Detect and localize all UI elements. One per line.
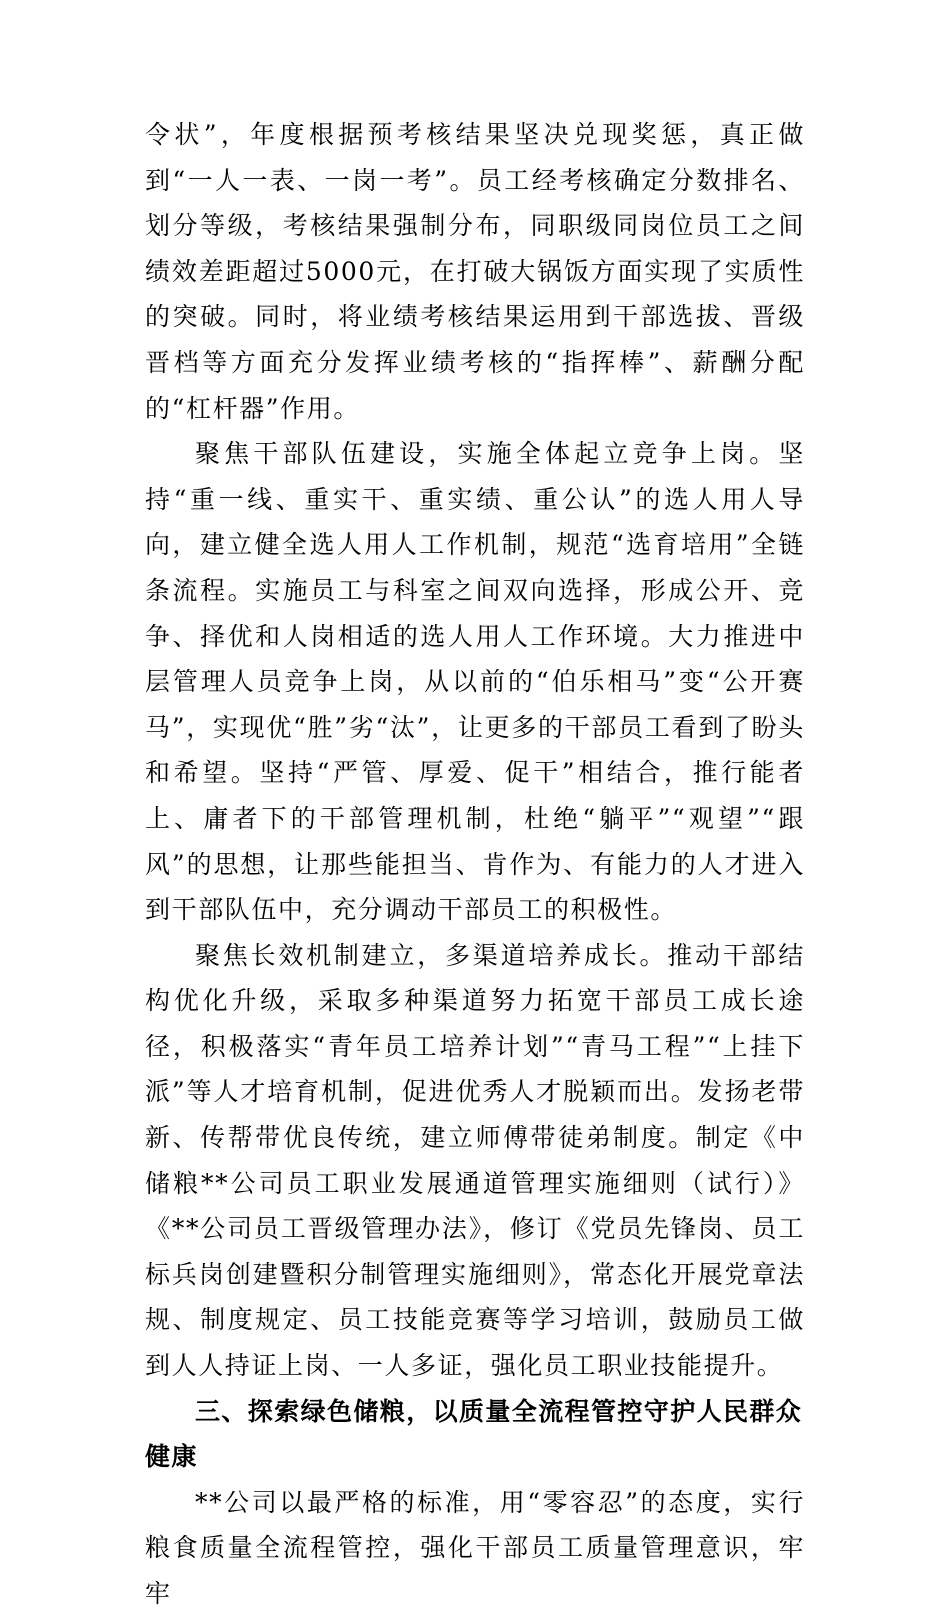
- paragraph-quality-control: **公司以最严格的标准，用“零容忍”的态度，实行粮食质量全流程管控，强化干部员工质量管理意识，牢牢: [145, 1487, 805, 1608]
- paragraph-continuation: 令状”，年度根据预考核结果坚决兑现奖惩，真正做到“一人一表、一岗一考”。员工经考核确定分数排名、划分等级，考核结果强制分布，同职级同岗位员工之间绩效差距超过5000元，在打破大锅饭方面实现了实质性的突破。同时，将业绩考核结果运用到干部选拔、晋级晋档等方面充分发挥业绩考核的“指挥棒”、薪酬分配的“杠杆器”作用。: [145, 120, 805, 423]
- paragraph-long-term-mechanism: 聚焦长效机制建立，多渠道培养成长。推动干部结构优化升级，采取多种渠道努力拓宽干部员工成长途径，积极落实“青年员工培养计划”“青马工程”“上挂下派”等人才培育机制，促进优秀人才脱颖而出。发扬老带新、传帮带优良传统，建立师傅带徒弟制度。制定《中储粮**公司员工职业发展通道管理实施细则（试行）》《**公司员工晋级管理办法》，修订《党员先锋岗、员工标兵岗创建暨积分制管理实施细则》，常态化开展党章法规、制度规定、员工技能竞赛等学习培训，鼓励员工做到人人持证上岗、一人多证，强化员工职业技能提升。: [145, 940, 805, 1381]
- paragraph-cadre-team-building: 聚焦干部队伍建设，实施全体起立竞争上岗。坚持“重一线、重实干、重实绩、重公认”的选人用人导向，建立健全选人用人工作机制，规范“选育培用”全链条流程。实施员工与科室之间双向选择，形成公开、竞争、择优和人岗相适的选人用人工作环境。大力推进中层管理人员竞争上岗，从以前的“伯乐相马”变“公开赛马”，实现优“胜”劣“汰”，让更多的干部员工看到了盼头和希望。坚持“严管、厚爱、促干”相结合，推行能者上、庸者下的干部管理机制，杜绝“躺平”“观望”“跟风”的思想，让那些能担当、肯作为、有能力的人才进入到干部队伍中，充分调动干部员工的积极性。: [145, 439, 805, 925]
- section-heading: 三、探索绿色储粮，以质量全流程管控守护人民群众健康: [145, 1396, 803, 1472]
- document-body: [145, 112, 805, 1617]
